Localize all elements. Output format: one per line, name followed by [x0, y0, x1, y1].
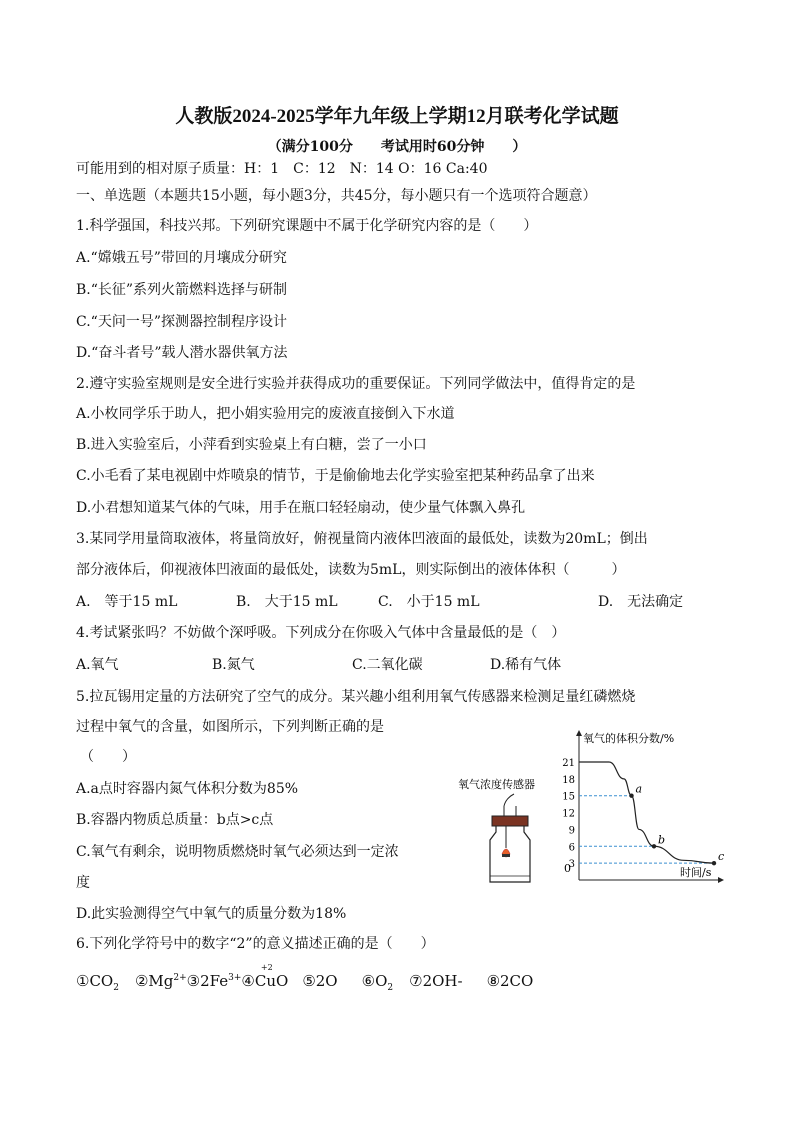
question-1-stem: 1.科学强国，科技兴邦。下列研究课题中不属于化学研究内容的是（ ） — [76, 218, 538, 234]
y-tick-label: 6 — [568, 842, 575, 854]
symbol-item: ⑤2O — [302, 972, 338, 990]
oxygen-curve — [579, 762, 714, 863]
question-5-option-c-cont: 度 — [76, 875, 90, 891]
symbol-item: ⑦2OH- — [409, 972, 463, 990]
point-c — [712, 861, 716, 865]
question-3-option-a: A. 等于15 mL — [76, 594, 178, 610]
chart-axes — [576, 730, 724, 883]
y-tick-label: 15 — [562, 791, 575, 803]
point-label-c: c — [718, 850, 725, 864]
y-axis-label: 氧气的体积分数/% — [583, 732, 675, 745]
question-1-option-a: A.“嫦娥五号”带回的月壤成分研究 — [76, 250, 287, 266]
question-3-option-b: B. 大于15 mL — [236, 594, 338, 610]
question-1-option-d: D.“奋斗者号”载人潜水器供氧方法 — [76, 345, 288, 361]
section-heading: 一、单选题（本题共15小题，每小题3分，共45分，每小题只有一个选项符合题意） — [76, 188, 597, 204]
y-tick-label: 21 — [562, 758, 575, 769]
question-1-option-b: B.“长征”系列火箭燃料选择与研制 — [76, 282, 288, 298]
question-5-option-c: C.氧气有剩余，说明物质燃烧时氧气必须达到一定浓 — [76, 844, 399, 860]
symbol-item: ④CuO +2 — [241, 963, 289, 990]
symbol-item: $⑥O_2$ — [361, 972, 394, 993]
x-axis-label: 时间/s — [680, 866, 712, 879]
symbol-item: $②Mg^{2+}$ — [134, 972, 187, 990]
question-4-option-a: A.氧气 — [76, 657, 119, 673]
question-6-stem: 6.下列化学符号中的数字“2”的意义描述正确的是（ ） — [76, 936, 435, 952]
point-label-a: a — [635, 782, 643, 796]
question-1-option-c: C.“天问一号”探测器控制程序设计 — [76, 314, 287, 330]
question-3-stem-line1: 3.某同学用量筒取液体，将量筒放好，俯视量筒内液体凹液面的最低处，读数为20mL；倒出 — [76, 531, 648, 547]
question-5-stem-line2: 过程中氧气的含量，如图所示，下列判断正确的是 — [76, 719, 384, 735]
page-title: 人教版2024-2025学年九年级上学期12月联考化学试题 — [175, 106, 619, 127]
question-3-option-c: C. 小于15 mL — [378, 594, 480, 610]
question-3-option-d: D. 无法确定 — [598, 594, 684, 610]
point-b — [652, 844, 656, 848]
point-label-b: b — [658, 833, 666, 847]
question-3-stem-line2: 部分液体后，仰视液体凹液面的最低处，读数为5mL，则实际倒出的液体体积（ ） — [76, 562, 626, 578]
question-2-stem: 2.遵守实验室规则是安全进行实验并获得成功的重要保证。下列同学做法中，值得肯定的是 — [76, 376, 636, 392]
question-4-option-c: C.二氧化碳 — [352, 657, 423, 673]
question-2-option-b: B.进入实验室后，小萍看到实验桌上有白糖，尝了一小口 — [76, 437, 427, 453]
question-5-answer-blank: （ ） — [80, 749, 136, 765]
question-5-option-d: D.此实验测得空气中氧气的质量分数为18% — [76, 906, 347, 922]
symbol-item: $①CO_2$ — [76, 972, 119, 993]
question-5-option-b: B.容器内物质总质量：b点>c点 — [76, 812, 274, 828]
y-tick-label: 18 — [562, 774, 575, 786]
question-2-option-c: C.小毛看了某电视剧中炸喷泉的情节，于是偷偷地去化学实验室把某种药品拿了出来 — [76, 468, 595, 484]
y-tick-label: 3 — [568, 859, 575, 871]
symbol-item: $③2Fe^{3+}$ — [186, 972, 242, 990]
question-2-option-a: A.小枚同学乐于助人，把小娟实验用完的废液直接倒入下水道 — [76, 406, 455, 422]
origin-label: 0 — [564, 862, 571, 875]
oxygen-sensor-figure — [440, 728, 740, 888]
question-5-option-a: A.a点时容器内氮气体积分数为85% — [76, 781, 299, 797]
y-tick-label: 9 — [568, 825, 575, 837]
exam-info: （满分100分 考试用时60分钟 ） — [267, 139, 527, 155]
symbol-item: ⑧2CO — [486, 972, 534, 990]
question-4-option-d: D.稀有气体 — [490, 657, 562, 673]
atomic-masses: 可能用到的相对原子质量：H：1 C：12 N：14 O：16 Ca:40 — [76, 161, 488, 177]
question-5-stem-line1: 5.拉瓦锡用定量的方法研究了空气的成分。某兴趣小组利用氧气传感器来检测足量红磷燃烧 — [76, 689, 636, 705]
sensor-label: 氧气浓度传感器 — [458, 778, 535, 791]
question-2-option-d: D.小君想知道某气体的气味，用手在瓶口轻轻扇动，使少量气体飘入鼻孔 — [76, 500, 526, 516]
question-6-symbols — [76, 963, 534, 996]
flask-apparatus — [490, 794, 530, 882]
question-4-option-b: B.氮气 — [212, 657, 255, 673]
y-tick-label: 12 — [562, 808, 575, 820]
point-a — [629, 794, 633, 798]
question-4-stem: 4.考试紧张吗？不妨做个深呼吸。下列成分在你吸入气体中含量最低的是（ ） — [76, 625, 566, 641]
